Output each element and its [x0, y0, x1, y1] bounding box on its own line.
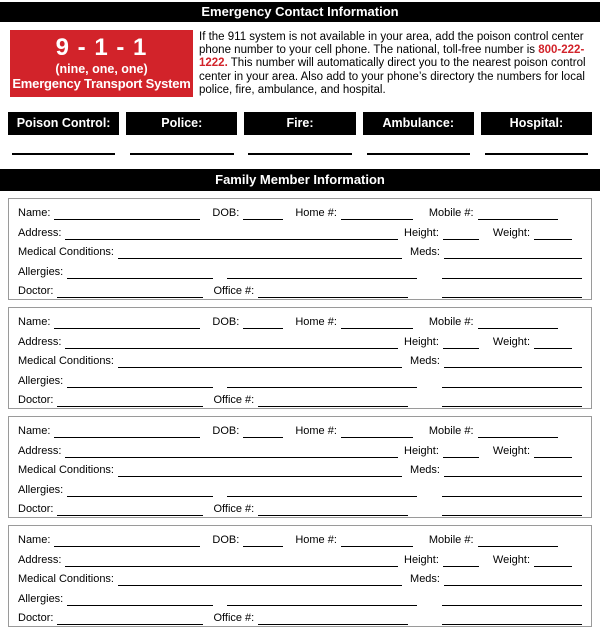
meds-continuation-line-2[interactable]: [442, 612, 582, 625]
weight-label: Weight:: [492, 444, 530, 457]
member-row-doctor: [18, 497, 582, 516]
member-row-name: [18, 528, 582, 547]
height-label: Height:: [404, 444, 439, 457]
office-phone-input-line[interactable]: [258, 612, 408, 625]
intro-section: [10, 30, 590, 97]
member-row-address: [18, 547, 582, 566]
family-member-card: [8, 307, 592, 409]
address-label: Address:: [18, 335, 62, 348]
address-label: Address:: [18, 444, 62, 457]
family-member-card: [8, 198, 592, 300]
office-phone-input-line[interactable]: [258, 394, 408, 407]
contact-label-fire: Fire:: [244, 112, 355, 135]
medical-conditions-input-line[interactable]: [118, 246, 402, 259]
height-label: Height:: [404, 335, 439, 348]
member-row-allergies: [18, 259, 582, 278]
weight-label: Weight:: [492, 335, 530, 348]
medical-conditions-label: Medical Conditions:: [18, 355, 114, 368]
badge-911-subtitle: Emergency Transport System: [12, 76, 191, 91]
dob-label: DOB:: [212, 207, 240, 220]
allergies-continuation-line[interactable]: [227, 593, 417, 606]
medical-conditions-label: Medical Conditions:: [18, 246, 114, 259]
poison-control-number-line[interactable]: [12, 145, 115, 155]
meds-continuation-line-2[interactable]: [442, 394, 582, 407]
member-row-doctor: [18, 388, 582, 407]
emergency-contact-header: Emergency Contact Information: [0, 2, 600, 22]
height-label: Height:: [404, 553, 439, 566]
doctor-label: Doctor:: [18, 284, 54, 297]
member-row-name: [18, 201, 582, 220]
medical-conditions-input-line[interactable]: [118, 464, 402, 477]
office-phone-label: Office #:: [213, 611, 255, 624]
member-row-medical: [18, 240, 582, 259]
dob-label: DOB:: [212, 316, 240, 329]
height-input-line[interactable]: [443, 554, 479, 567]
office-phone-label: Office #:: [213, 502, 255, 515]
home-phone-input-line[interactable]: [341, 425, 413, 438]
dob-input-line[interactable]: [243, 316, 283, 329]
poison-control-instructions: [199, 30, 590, 97]
weight-input-line[interactable]: [534, 336, 572, 349]
height-input-line[interactable]: [443, 336, 479, 349]
name-input-line[interactable]: [54, 207, 200, 220]
member-row-address: [18, 220, 582, 239]
name-input-line[interactable]: [54, 534, 200, 547]
dob-input-line[interactable]: [243, 207, 283, 220]
instructions-text-before: If the 911 system is not available in your area, add the poison control center phone number to your cell phone. The national, toll-free number is: [199, 31, 584, 57]
mobile-phone-input-line[interactable]: [478, 534, 558, 547]
home-phone-label: Home #:: [295, 316, 337, 329]
member-row-name: [18, 310, 582, 329]
doctor-label: Doctor:: [18, 611, 54, 624]
office-phone-input-line[interactable]: [258, 285, 408, 298]
nine-one-one-badge: [10, 30, 193, 97]
dob-label: DOB:: [212, 425, 240, 438]
dob-input-line[interactable]: [243, 425, 283, 438]
member-row-medical: [18, 567, 582, 586]
weight-input-line[interactable]: [534, 445, 572, 458]
badge-911-pronunciation: (nine, one, one): [55, 62, 148, 76]
medical-conditions-input-line[interactable]: [118, 355, 402, 368]
police-number-line[interactable]: [130, 145, 233, 155]
doctor-label: Doctor:: [18, 502, 54, 515]
office-phone-label: Office #:: [213, 284, 255, 297]
emergency-contact-labels-row: [0, 112, 600, 135]
medical-conditions-label: Medical Conditions:: [18, 573, 114, 586]
family-member-information-header: Family Member Information: [0, 169, 600, 191]
member-row-name: [18, 419, 582, 438]
mobile-phone-input-line[interactable]: [478, 207, 558, 220]
name-label: Name:: [18, 207, 51, 220]
member-row-allergies: [18, 368, 582, 387]
member-row-address: [18, 438, 582, 457]
allergies-label: Allergies:: [18, 374, 64, 387]
mobile-phone-input-line[interactable]: [478, 316, 558, 329]
meds-label: Meds:: [410, 355, 440, 368]
doctor-input-line[interactable]: [57, 285, 203, 298]
family-member-card: [8, 525, 592, 627]
home-phone-label: Home #:: [295, 207, 337, 220]
meds-label: Meds:: [410, 246, 440, 259]
mobile-phone-input-line[interactable]: [478, 425, 558, 438]
height-input-line[interactable]: [443, 445, 479, 458]
weight-label: Weight:: [492, 226, 530, 239]
allergies-label: Allergies:: [18, 592, 64, 605]
allergies-input-line[interactable]: [67, 266, 213, 279]
allergies-input-line[interactable]: [67, 375, 213, 388]
address-input-line[interactable]: [65, 445, 398, 458]
address-input-line[interactable]: [65, 554, 398, 567]
meds-continuation-line-1[interactable]: [442, 375, 582, 388]
height-label: Height:: [404, 226, 439, 239]
office-phone-input-line[interactable]: [258, 503, 408, 516]
weight-input-line[interactable]: [534, 554, 572, 567]
member-row-medical: [18, 349, 582, 368]
meds-input-line[interactable]: [444, 573, 582, 586]
allergies-continuation-line[interactable]: [227, 266, 417, 279]
home-phone-input-line[interactable]: [341, 207, 413, 220]
emergency-contact-lines-row: [0, 145, 600, 155]
meds-label: Meds:: [410, 464, 440, 477]
mobile-phone-label: Mobile #:: [428, 534, 474, 547]
medical-conditions-input-line[interactable]: [118, 573, 402, 586]
instructions-text-after: This number will automatically direct you to the nearest poison control center in your area. Also add to your phone’s directory the numbers for local police, fire, ambulance, and hospital.: [199, 57, 586, 96]
meds-continuation-line-1[interactable]: [442, 593, 582, 606]
home-phone-input-line[interactable]: [341, 316, 413, 329]
office-phone-label: Office #:: [213, 393, 255, 406]
ambulance-number-line[interactable]: [367, 145, 470, 155]
name-label: Name:: [18, 534, 51, 547]
contact-label-ambulance: Ambulance:: [363, 112, 474, 135]
fire-number-line[interactable]: [248, 145, 351, 155]
member-row-doctor: [18, 606, 582, 625]
home-phone-input-line[interactable]: [341, 534, 413, 547]
height-input-line[interactable]: [443, 227, 479, 240]
doctor-input-line[interactable]: [57, 503, 203, 516]
doctor-input-line[interactable]: [57, 394, 203, 407]
doctor-input-line[interactable]: [57, 612, 203, 625]
meds-continuation-line-2[interactable]: [442, 285, 582, 298]
member-row-medical: [18, 458, 582, 477]
allergies-continuation-line[interactable]: [227, 484, 417, 497]
dob-input-line[interactable]: [243, 534, 283, 547]
meds-continuation-line-2[interactable]: [442, 503, 582, 516]
member-row-allergies: [18, 477, 582, 496]
member-row-address: [18, 329, 582, 348]
name-input-line[interactable]: [54, 316, 200, 329]
mobile-phone-label: Mobile #:: [428, 425, 474, 438]
meds-continuation-line-1[interactable]: [442, 266, 582, 279]
mobile-phone-label: Mobile #:: [428, 207, 474, 220]
medical-conditions-label: Medical Conditions:: [18, 464, 114, 477]
name-input-line[interactable]: [54, 425, 200, 438]
member-row-doctor: [18, 279, 582, 298]
home-phone-label: Home #:: [295, 425, 337, 438]
allergies-label: Allergies:: [18, 265, 64, 278]
family-member-card: [8, 416, 592, 518]
address-label: Address:: [18, 226, 62, 239]
allergies-label: Allergies:: [18, 483, 64, 496]
hospital-number-line[interactable]: [485, 145, 588, 155]
allergies-input-line[interactable]: [67, 484, 213, 497]
family-members: [0, 198, 600, 627]
member-row-allergies: [18, 586, 582, 605]
name-label: Name:: [18, 425, 51, 438]
doctor-label: Doctor:: [18, 393, 54, 406]
meds-input-line[interactable]: [444, 464, 582, 477]
meds-label: Meds:: [410, 573, 440, 586]
contact-label-poison-control: Poison Control:: [8, 112, 119, 135]
address-input-line[interactable]: [65, 336, 398, 349]
address-input-line[interactable]: [65, 227, 398, 240]
dob-label: DOB:: [212, 534, 240, 547]
poison-control-phone-number: 800-222-1222.: [199, 44, 585, 70]
weight-label: Weight:: [492, 553, 530, 566]
badge-911-number: 9 - 1 - 1: [55, 34, 148, 61]
allergies-input-line[interactable]: [67, 593, 213, 606]
weight-input-line[interactable]: [534, 227, 572, 240]
contact-label-hospital: Hospital:: [481, 112, 592, 135]
meds-continuation-line-1[interactable]: [442, 484, 582, 497]
address-label: Address:: [18, 553, 62, 566]
mobile-phone-label: Mobile #:: [428, 316, 474, 329]
home-phone-label: Home #:: [295, 534, 337, 547]
name-label: Name:: [18, 316, 51, 329]
contact-label-police: Police:: [126, 112, 237, 135]
allergies-continuation-line[interactable]: [227, 375, 417, 388]
meds-input-line[interactable]: [444, 355, 582, 368]
meds-input-line[interactable]: [444, 246, 582, 259]
